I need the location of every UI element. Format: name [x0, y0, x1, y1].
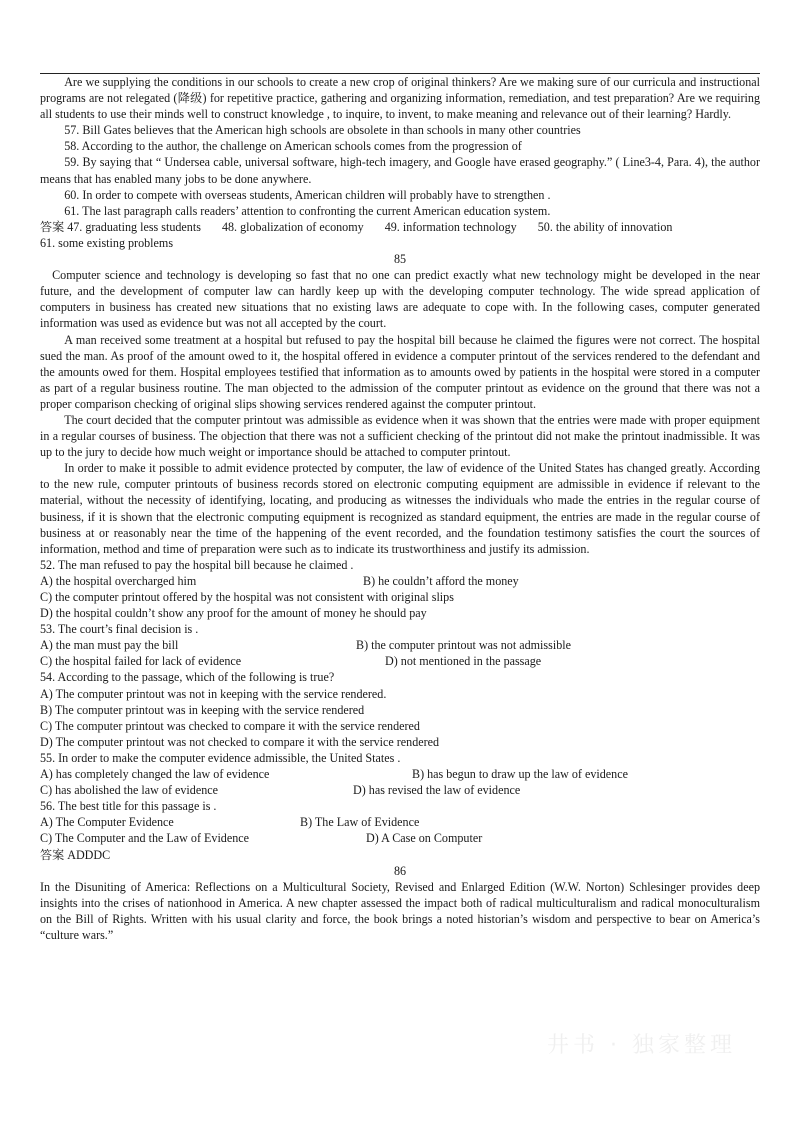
section-number-86: 86 — [393, 863, 407, 878]
option-c: C) has abolished the law of evidence — [40, 783, 218, 798]
question-57: 57. Bill Gates believes that the American high schools are obsolete in than schools in many other countries — [64, 123, 581, 138]
question-55-stem: 55. In order to make the computer evidence admissible, the United States . — [40, 750, 401, 765]
passage-paragraph: Are we supplying the conditions in our schools to create a new crop of original thinkers? Are we making sure of our curricula and instructional programs are not relegated (降级) for repetitive practice, gathering and organizing information, remediation, and test preparation? Are we requiring all students to use their minds well to construct knowledge , to inquire, to invent, to make meaning and relevance out of their learning? Hardly. — [40, 75, 760, 122]
option-a: A) the man must pay the bill — [40, 638, 179, 653]
question-56-options-ab — [40, 814, 760, 830]
question-53-options-ab — [40, 637, 760, 653]
passage-paragraph: In order to make it possible to admit evidence protected by computer, the law of evidence of the United States has changed greatly. According to the new rule, computer printouts of business records stored on electronic computing equipment are admissible in evidence if relevant to the material, without the necessity of identifying, locating, and producing as witnesses the individuals who made the entries in the regular course of business, if it is shown that the electronic computing equipment is recognized as standard equipment, the entries are made in the regular course of business at or reasonably near the time of the happening of the event recorded, and the foundation testimony satisfies the court the sources of information, method and time of preparation were such as to indicate its trustworthiness and justify its admission. — [40, 461, 760, 556]
option-c: C) The computer printout was checked to compare it with the service rendered — [40, 718, 420, 733]
option-b: B) he couldn’t afford the money — [363, 573, 519, 588]
question-60: 60. In order to compete with overseas students, American children will probably have to strengthen . — [64, 187, 551, 202]
option-c: C) the hospital failed for lack of evidence — [40, 654, 242, 669]
option-d: D) not mentioned in the passage — [385, 654, 542, 669]
question-53-options-cd — [40, 653, 760, 669]
watermark: 井书 · 独家整理 — [547, 1033, 736, 1058]
answer-61: 61. some existing problems — [40, 235, 174, 250]
passage-paragraph: In the Disuniting of America: Reflections on a Multicultural Society, Revised and Enlarged Edition (W.W. Norton) Schlesinger provides deep insights into the crises of nationhood in America. A new chapter assessed the impact both of radical multiculturalism and radical monoculturalism on the Bill of Rights. Written with his usual clarity and force, the book brings a noted historian’s wisdom and perspective to bear on America’s “culture wars.” — [40, 879, 760, 942]
question-54-stem: 54. According to the passage, which of the following is true? — [40, 670, 335, 685]
option-a: A) The Computer Evidence — [40, 815, 174, 830]
option-b: B) The computer printout was in keeping with the service rendered — [40, 702, 365, 717]
question-56-stem: 56. The best title for this passage is . — [40, 799, 217, 814]
question-58: 58. According to the author, the challenge on American schools comes from the progression of — [64, 139, 522, 154]
section-number-85: 85 — [393, 252, 407, 267]
answer-48: 48. globalization of economy — [221, 219, 364, 234]
question-55-options-ab — [40, 766, 760, 782]
option-b: B) The Law of Evidence — [300, 815, 420, 830]
question-53-stem: 53. The court’s final decision is . — [40, 622, 199, 637]
question-59: 59. By saying that “ Undersea cable, universal software, high-tech imagery, and Google have erased geography.” ( Line3-4, Para. 4), the author means that has enabled many jobs to be done anywhere. — [40, 155, 760, 186]
passage-paragraph: Computer science and technology is developing so fast that no one can predict exactly what new technology might be developed in the near future, and the development of computer law can hardly keep up with the developing computer technology. The wide spread application of computers in business has created new situations that no existing laws are adequate to cope with. In the following cases, computer generated information was used as evidence but was not all accepted by the court. — [40, 268, 760, 331]
answer-49: 49. information technology — [384, 219, 517, 234]
question-56-options-cd — [40, 830, 760, 846]
option-a: A) has completely changed the law of evidence — [40, 767, 270, 782]
passage-paragraph: The court decided that the computer printout was admissible as evidence when it was shown that the entries were made with proper equipment in a regular courses of business. The objection that there was not a sufficient checking of the printout did not make the printout inadmissible. It was up to the jury to decide how much weight or importance should be attached to computer printout. — [40, 412, 760, 460]
option-d: D) The computer printout was not checked to compare it with the service rendered — [40, 734, 440, 749]
option-a: A) the hospital overcharged him — [40, 573, 197, 588]
option-b: B) the computer printout was not admissible — [356, 638, 571, 653]
option-b: B) has begun to draw up the law of evidence — [412, 767, 628, 782]
answer-47: 答案 47. graduating less students — [40, 219, 201, 234]
question-52-options-ab — [40, 573, 760, 589]
question-61: 61. The last paragraph calls readers’ attention to confronting the current American education system. — [64, 203, 551, 218]
question-52-stem: 52. The man refused to pay the hospital bill because he claimed . — [40, 557, 354, 572]
answer-key-85: 答案 ADDDC — [40, 847, 111, 862]
document-page — [40, 74, 760, 943]
option-c: C) The Computer and the Law of Evidence — [40, 831, 250, 846]
option-d: D) has revised the law of evidence — [353, 783, 521, 798]
passage-paragraph: A man received some treatment at a hospital but refused to pay the hospital bill because he claimed the figures were not correct. The hospital sued the man. As proof of the amount owed to it, the hospital offered in evidence a computer printout of the services rendered to the defendant and the amounts owed for them. Hospital employees testified that information as to amounts owed by patients in the hospital were stored in a computer as part of a regular business routine. The man objected to the admission of the computer printout as evidence on the ground that there was not a proper comparison checking of original slips showing services rendered against the computer printout. — [40, 332, 760, 411]
option-d: D) A Case on Computer — [366, 831, 483, 846]
option-a: A) The computer printout was not in keeping with the service rendered. — [40, 686, 387, 701]
option-d: D) the hospital couldn’t show any proof for the amount of money he should pay — [40, 606, 427, 621]
answer-key-84 — [40, 219, 760, 235]
answer-50: 50. the ability of innovation — [537, 219, 673, 234]
question-55-options-cd — [40, 782, 760, 798]
option-c: C) the computer printout offered by the hospital was not consistent with original slips — [40, 590, 454, 604]
